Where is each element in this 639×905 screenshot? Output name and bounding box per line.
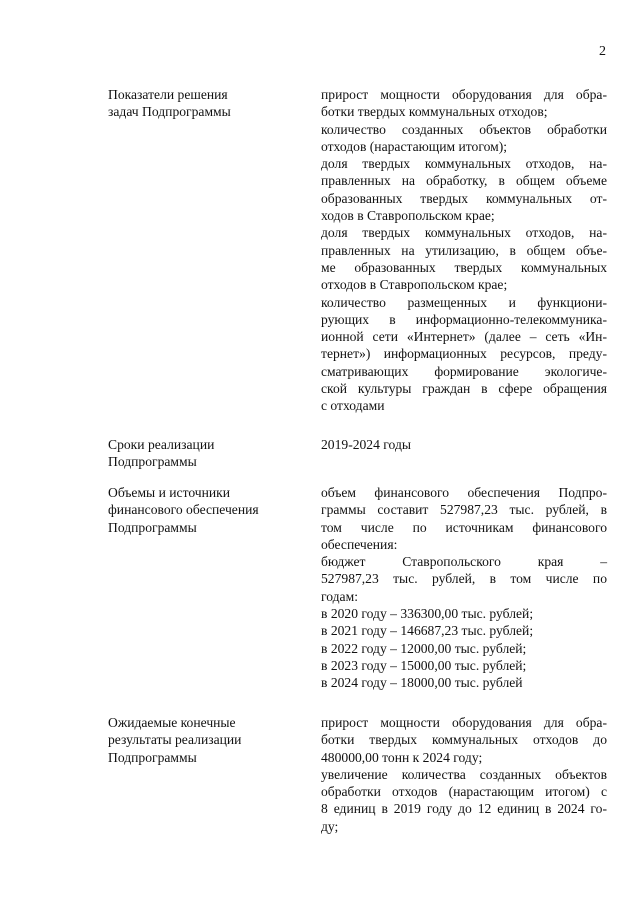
value-line: ской культуры граждан в сфере обращения (321, 381, 607, 397)
value-line: годам: (321, 588, 358, 604)
value-line: правленных на утилизацию, в общем объе- (321, 242, 607, 258)
value-line: тернет») информационных ресурсов, преду- (321, 346, 607, 362)
value-line: в 2024 году – 18000,00 тыс. рублей (321, 675, 523, 691)
row-label (108, 86, 298, 121)
value-line: в 2021 году – 146687,23 тыс. рублей; (321, 623, 534, 639)
value-line: 2019-2024 годы (321, 437, 411, 452)
value-line: в 2023 году – 15000,00 тыс. рублей; (321, 657, 527, 673)
value-line: бюджет Ставропольского края – (321, 554, 607, 570)
label-line: задач Подпрограммы (108, 104, 231, 120)
value-line: 527987,23 тыс. рублей, в том числе по (321, 571, 607, 587)
value-line: в 2020 году – 336300,00 тыс. рублей; (321, 606, 534, 622)
label-line: Показатели решения (108, 87, 228, 102)
value-line: доля твердых коммунальных отходов, на- (321, 156, 607, 172)
label-line: Сроки реализации (108, 437, 215, 452)
row-value (321, 714, 607, 835)
value-line: отходов в Ставропольском крае; (321, 277, 508, 293)
value-line: ду; (321, 818, 339, 834)
value-line: 480000,00 тонн к 2024 году; (321, 749, 483, 765)
value-line: прирост мощности оборудования для обра- (321, 715, 607, 730)
value-line: ходов в Ставропольском крае; (321, 208, 495, 224)
value-line: 8 единиц в 2019 году до 12 единиц в 2024 го- (321, 801, 607, 817)
value-line: обеспечения: (321, 536, 398, 552)
value-line: правленных на обработку, в общем объеме (321, 173, 607, 189)
value-line: том числе по источникам финансового (321, 519, 607, 535)
value-line: с отходами (321, 398, 385, 414)
value-line: ме образованных твердых коммунальных (321, 259, 607, 275)
value-line: количество размещенных и функциони- (321, 294, 607, 310)
value-line: прирост мощности оборудования для обра- (321, 87, 607, 102)
label-line: Подпрограммы (108, 749, 197, 765)
value-line: сматривающих формирование экологиче- (321, 363, 607, 379)
row-label (108, 714, 298, 766)
row-label (108, 484, 298, 536)
label-line: Подпрограммы (108, 454, 197, 470)
value-line: объем финансового обеспечения Подпро- (321, 485, 607, 500)
value-line: в 2022 году – 12000,00 тыс. рублей; (321, 640, 527, 656)
value-line: ионной сети «Интернет» (далее – сеть «Ин- (321, 329, 607, 345)
row-value (321, 86, 607, 415)
value-line: ботки твердых коммунальных отходов до (321, 732, 607, 748)
value-line: рующих в информационно-телекоммуника- (321, 311, 607, 327)
value-line: увеличение количества созданных объектов (321, 766, 607, 782)
label-line: финансового обеспечения (108, 502, 259, 518)
row-value (321, 484, 607, 692)
row-label (108, 436, 298, 471)
value-line: образованных твердых коммунальных от- (321, 190, 607, 206)
label-line: Объемы и источники (108, 485, 231, 500)
label-line: Ожидаемые конечные (108, 715, 236, 730)
value-line: ботки твердых коммунальных отходов; (321, 104, 548, 120)
row-value (321, 436, 607, 453)
label-line: результаты реализации (108, 732, 242, 748)
value-line: доля твердых коммунальных отходов, на- (321, 225, 607, 241)
label-line: Подпрограммы (108, 519, 197, 535)
page-number: 2 (599, 44, 606, 59)
value-line: отходов (нарастающим итогом); (321, 138, 508, 154)
value-line: количество созданных объектов обработки (321, 121, 607, 137)
value-line: обработки отходов (нарастающим итогом) с (321, 784, 607, 800)
value-line: граммы составит 527987,23 тыс. рублей, в (321, 502, 607, 518)
